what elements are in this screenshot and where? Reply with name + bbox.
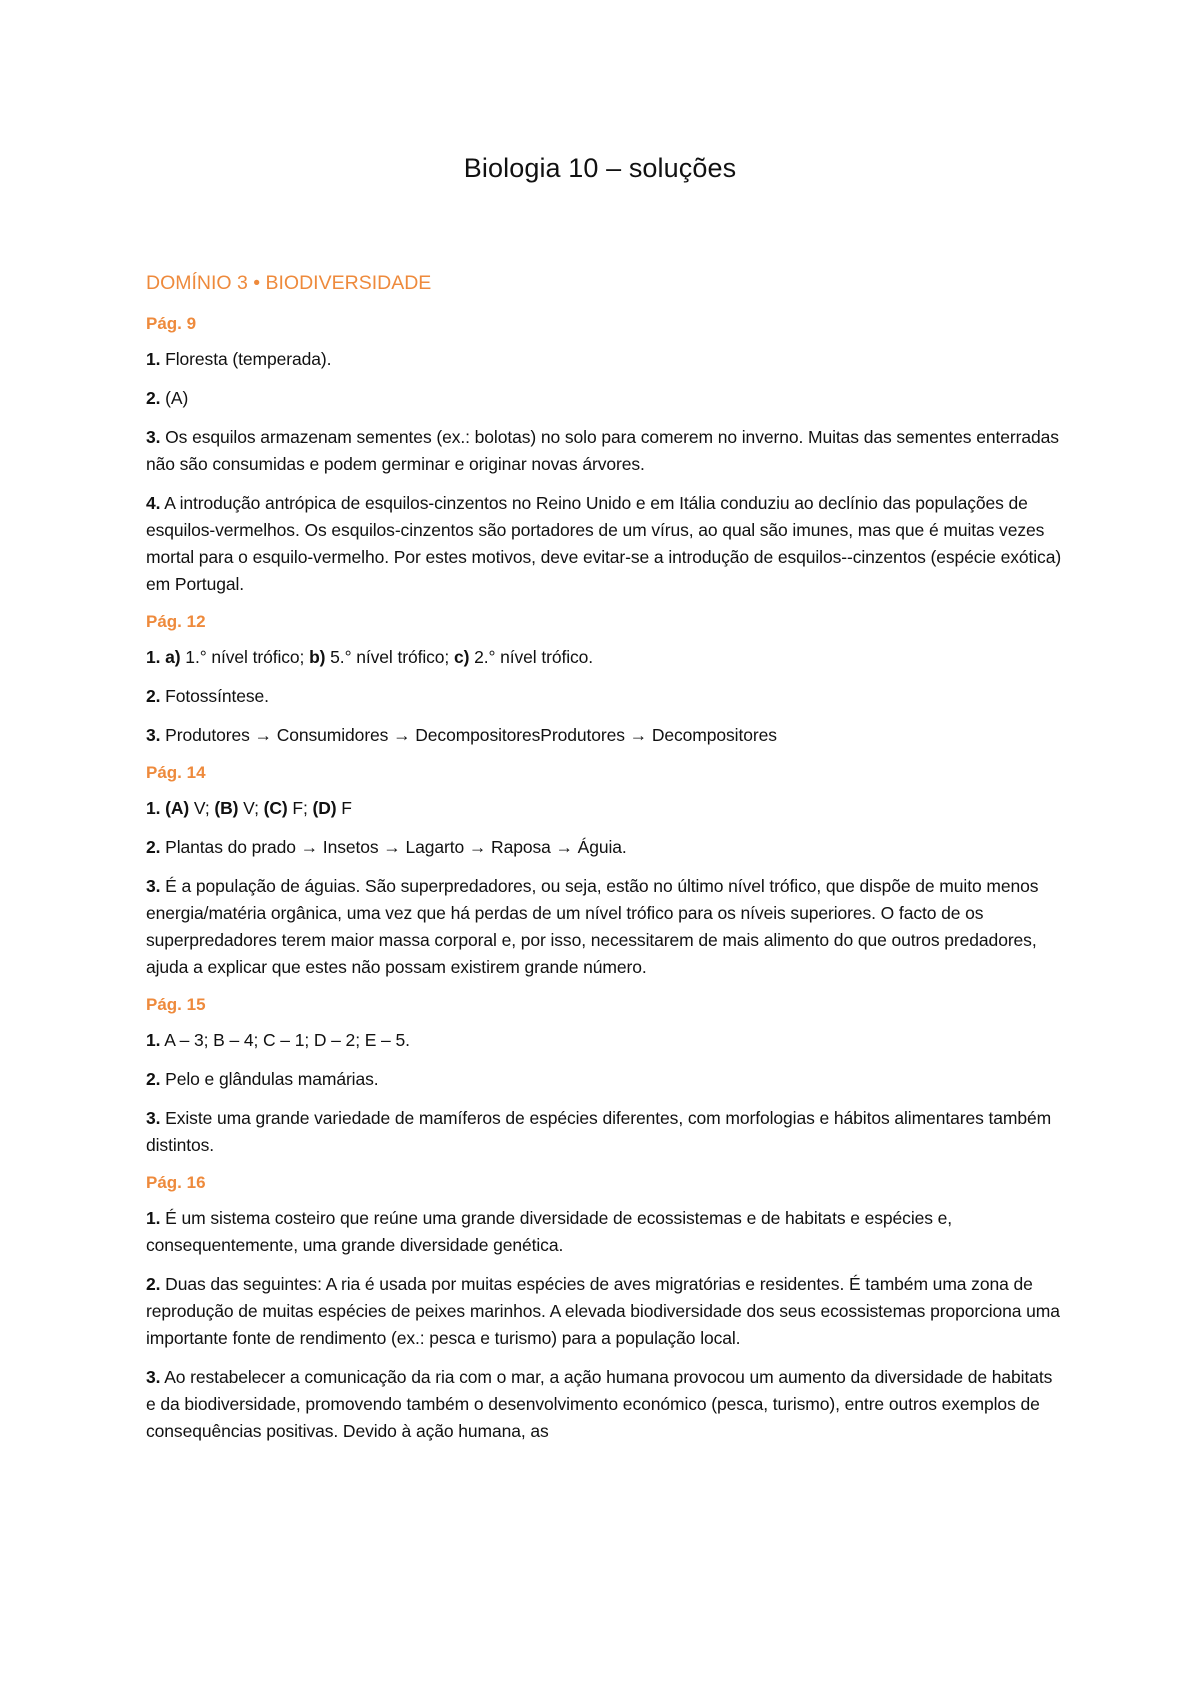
answer-number: 2. bbox=[146, 1274, 161, 1294]
answer-text: Fotossíntese. bbox=[160, 686, 269, 706]
answer-number: 1. bbox=[146, 798, 161, 818]
answer-item bbox=[146, 1271, 1066, 1352]
answer-item bbox=[146, 1205, 1066, 1259]
answer-item bbox=[146, 644, 1066, 671]
answer-number: 2. bbox=[146, 686, 161, 706]
answer-item bbox=[146, 873, 1066, 981]
answer-item bbox=[146, 385, 1066, 412]
answer-text: Pelo e glândulas mamárias. bbox=[160, 1069, 379, 1089]
answer-part-text: F; bbox=[287, 798, 313, 818]
answer-part-label: (A) bbox=[165, 798, 190, 818]
answer-number: 2. bbox=[146, 1069, 161, 1089]
answer-text: Duas das seguintes: A ria é usada por muitas espécies de aves migratórias e residentes. É também uma zona de reprodução de muitas espécies de peixes marinhos. A elevada biodiversidade dos seus ecossistemas proporciona uma importante fonte de rendimento (ex.: pesca e turismo) para a população local. bbox=[146, 1274, 1060, 1348]
page-reference: Pág. 14 bbox=[146, 763, 206, 782]
answer-text: É um sistema costeiro que reúne uma grande diversidade de ecossistemas e de habitats e espécies e, consequentemente, uma grande diversidade genética. bbox=[146, 1208, 953, 1255]
answer-text: (A) bbox=[160, 388, 189, 408]
answer-text: Os esquilos armazenam sementes (ex.: bolotas) no solo para comerem no inverno. Muitas das sementes enterradas não são consumidas e podem germinar e originar novas árvores. bbox=[146, 427, 1059, 474]
answer-item bbox=[146, 1027, 1066, 1054]
answer-part-label: (D) bbox=[312, 798, 337, 818]
answer-part-label: (B) bbox=[214, 798, 239, 818]
answer-part-text: V; bbox=[189, 798, 215, 818]
answer-part-label: b) bbox=[309, 647, 326, 667]
answer-part-text: 1.° nível trófico; bbox=[180, 647, 310, 667]
answer-item bbox=[146, 346, 1066, 373]
answer-part-text: V; bbox=[238, 798, 264, 818]
answer-part-text: 5.° nível trófico; bbox=[325, 647, 454, 667]
answer-text: Ao restabelecer a comunicação da ria com o mar, a ação humana provocou um aumento da diversidade de habitats e da biodiversidade, promovendo também o desenvolvimento económico (pesca, turismo), entre outros exemplos de consequências positivas. Devido à ação humana, as bbox=[146, 1367, 1053, 1441]
page-reference: Pág. 15 bbox=[146, 995, 206, 1014]
answer-part-text: F bbox=[336, 798, 352, 818]
answer-number: 1. bbox=[146, 1030, 161, 1050]
answer-text: Plantas do prado → Insetos → Lagarto → Raposa → Águia. bbox=[160, 837, 627, 857]
answer-number: 1. bbox=[146, 349, 161, 369]
answer-number: 3. bbox=[146, 1367, 161, 1387]
answer-text: A – 3; B – 4; C – 1; D – 2; E – 5. bbox=[160, 1030, 410, 1050]
answer-number: 1. bbox=[146, 1208, 161, 1228]
answer-number: 2. bbox=[146, 837, 161, 857]
answer-item bbox=[146, 1066, 1066, 1093]
answer-number: 3. bbox=[146, 876, 161, 896]
page-reference: Pág. 16 bbox=[146, 1173, 206, 1192]
answer-item bbox=[146, 490, 1066, 598]
answer-part-label: a) bbox=[165, 647, 181, 667]
answer-text: É a população de águias. São superpredadores, ou seja, estão no último nível trófico, que dispõe de muito menos energia/matéria orgânica, uma vez que há perdas de um nível trófico para os níveis superiores. O facto de os superpredadores terem maior massa corporal e, por isso, necessitarem de mais alimento do que outros predadores, ajuda a explicar que estes não possam existirem grande número. bbox=[146, 876, 1039, 977]
answer-number: 1. bbox=[146, 647, 161, 667]
answer-number: 3. bbox=[146, 427, 161, 447]
answer-item bbox=[146, 834, 1066, 861]
answer-number: 3. bbox=[146, 725, 161, 745]
answer-text: Produtores → Consumidores → DecompositoresProdutores → Decompositores bbox=[160, 725, 777, 745]
answer-text: Floresta (temperada). bbox=[160, 349, 332, 369]
answer-item bbox=[146, 722, 1066, 749]
answer-part-label: (C) bbox=[263, 798, 288, 818]
answer-item bbox=[146, 1364, 1066, 1445]
sections-container bbox=[146, 312, 1200, 1445]
page-reference: Pág. 12 bbox=[146, 612, 206, 631]
answer-number: 4. bbox=[146, 493, 161, 513]
answer-number: 2. bbox=[146, 388, 161, 408]
answer-part-text: 2.° nível trófico. bbox=[469, 647, 594, 667]
answer-item bbox=[146, 683, 1066, 710]
answer-item bbox=[146, 1105, 1066, 1159]
answer-number: 3. bbox=[146, 1108, 161, 1128]
answer-text: A introdução antrópica de esquilos-cinzentos no Reino Unido e em Itália conduziu ao declínio das populações de esquilos-vermelhos. Os esquilos-cinzentos são portadores de um vírus, ao qual são imunes, mas que é muitas vezes mortal para o esquilo-vermelho. Por estes motivos, deve evitar-se a introdução de esquilos--cinzentos (espécie exótica) em Portugal. bbox=[146, 493, 1062, 594]
answer-item bbox=[146, 424, 1066, 478]
answer-item bbox=[146, 795, 1066, 822]
answer-text: Existe uma grande variedade de mamíferos de espécies diferentes, com morfologias e hábitos alimentares também distintos. bbox=[146, 1108, 1052, 1155]
page-reference: Pág. 9 bbox=[146, 314, 197, 333]
answer-part-label: c) bbox=[453, 647, 470, 667]
domain-heading: DOMÍNIO 3 • BIODIVERSIDADE bbox=[146, 272, 432, 294]
document-title: Biologia 10 – soluções bbox=[463, 153, 737, 183]
